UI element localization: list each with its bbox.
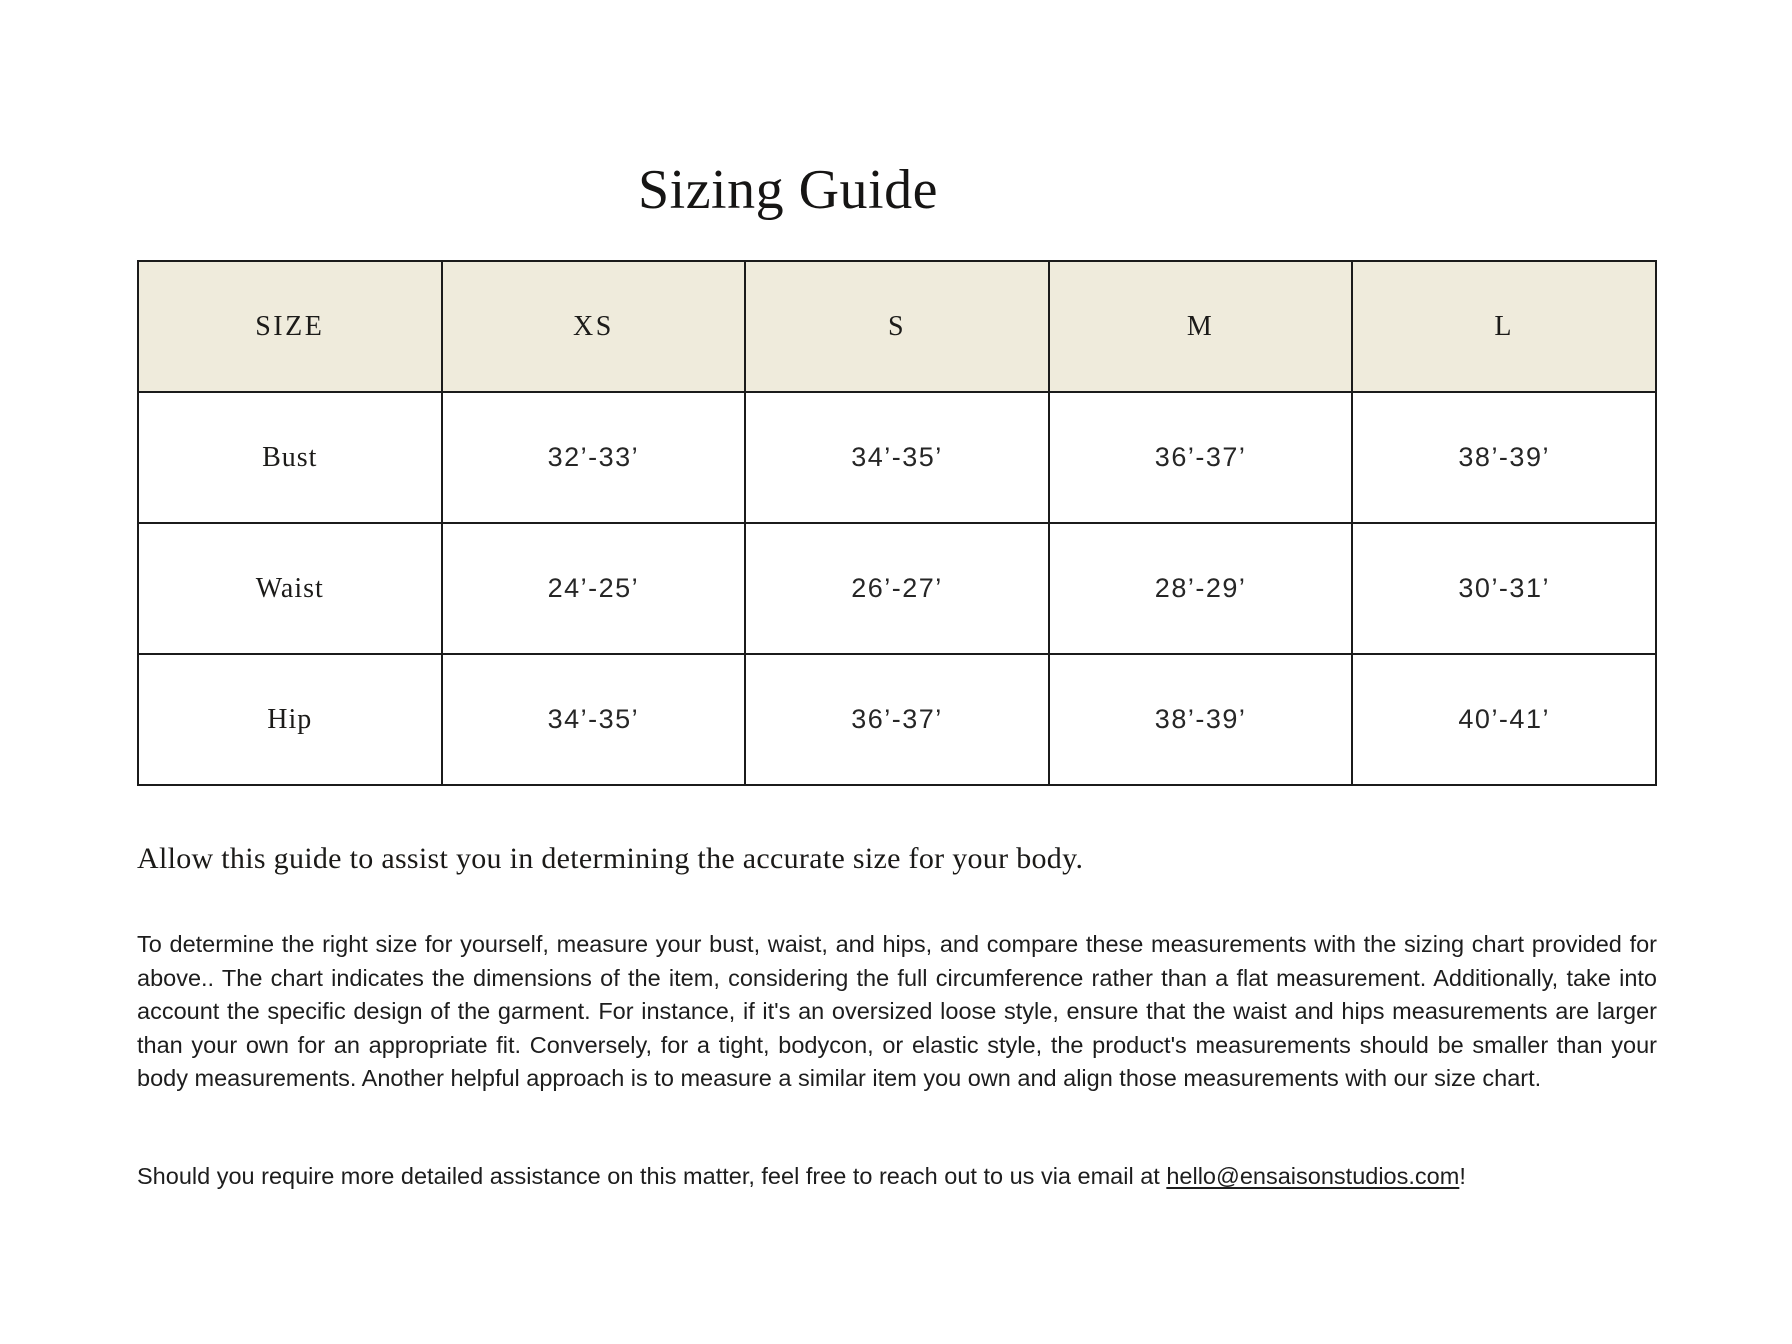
table-header-row <box>138 261 1656 392</box>
table-row-bust <box>138 392 1656 523</box>
email-link[interactable]: hello@ensaisonstudios.com <box>1166 1163 1460 1189</box>
cell-bust-m: 36’-37’ <box>1049 392 1353 523</box>
cell-bust-s: 34’-35’ <box>745 392 1049 523</box>
cell-hip-s: 36’-37’ <box>745 654 1049 785</box>
size-chart-table <box>137 260 1657 786</box>
header-cell-s: S <box>745 261 1049 392</box>
cell-hip-m: 38’-39’ <box>1049 654 1353 785</box>
contact-text: Should you require more detailed assistance on this matter, feel free to reach out to us via email at <box>137 1163 1167 1189</box>
header-cell-l: L <box>1352 261 1656 392</box>
table-row-hip <box>138 654 1656 785</box>
table-row-waist <box>138 523 1656 654</box>
row-label-waist: Waist <box>138 523 442 654</box>
header-cell-xs: XS <box>442 261 746 392</box>
cell-hip-l: 40’-41’ <box>1352 654 1656 785</box>
cell-waist-xs: 24’-25’ <box>442 523 746 654</box>
contact-text-suffix: ! <box>1459 1163 1466 1189</box>
cell-bust-l: 38’-39’ <box>1352 392 1656 523</box>
cell-waist-l: 30’-31’ <box>1352 523 1656 654</box>
header-cell-m: M <box>1049 261 1353 392</box>
row-label-bust: Bust <box>138 392 442 523</box>
header-cell-size: SIZE <box>138 261 442 392</box>
contact-line <box>137 1160 1697 1193</box>
guide-subheading: Allow this guide to assist you in determining the accurate size for your body. <box>137 842 1084 875</box>
guide-paragraph: To determine the right size for yourself, measure your bust, waist, and hips, and compare these measurements with the sizing chart provided for above.. The chart indicates the dimensions of the item, considering the full circumference rather than a flat measurement. Additionally, take into account the specific design of the garment. For instance, if it's an oversized loose style, ensure that the waist and hips measurements are larger than your own for an appropriate fit. Conversely, for a tight, bodycon, or elastic style, the product's measurements should be smaller than your body measurements. Another helpful approach is to measure a similar item you own and align those measurements with our size chart. <box>137 931 1657 1091</box>
page-title: Sizing Guide <box>638 158 938 221</box>
row-label-hip: Hip <box>138 654 442 785</box>
cell-hip-xs: 34’-35’ <box>442 654 746 785</box>
cell-bust-xs: 32’-33’ <box>442 392 746 523</box>
cell-waist-s: 26’-27’ <box>745 523 1049 654</box>
cell-waist-m: 28’-29’ <box>1049 523 1353 654</box>
